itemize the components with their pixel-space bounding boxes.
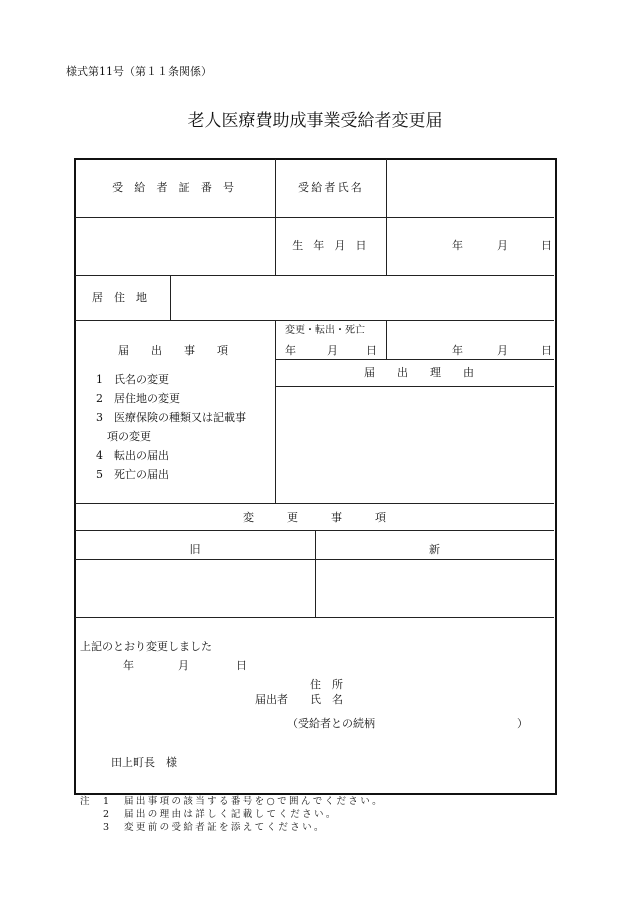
changes-label: 変 更 事 項	[243, 511, 386, 524]
reason-field[interactable]	[276, 387, 553, 503]
relationship-close: ）	[517, 717, 528, 730]
residence-label: 居 住 地	[92, 291, 147, 304]
reason-label: 届 出 理 由	[364, 366, 474, 379]
page-title: 老人医療費助成事業受給者変更届	[187, 111, 443, 131]
row-divider	[75, 320, 554, 321]
dob-day: 日	[541, 239, 552, 252]
recipient-name-label: 受給者氏名	[298, 181, 364, 194]
notify-items-label: 届 出 事 項	[118, 344, 228, 357]
notify-item[interactable]: 4 転出の届出	[96, 449, 169, 462]
change-year: 年	[285, 344, 296, 357]
change-date-month: 月	[497, 344, 508, 357]
change-date-year: 年	[452, 344, 463, 357]
note-text: 届出の理由は詳しく記載してください。	[124, 809, 338, 820]
notifier-label: 届出者	[255, 693, 288, 706]
dob-month: 月	[497, 239, 508, 252]
change-month: 月	[327, 344, 338, 357]
cert-number-label: 受 給 者 証 番 号	[112, 181, 238, 194]
new-label: 新	[429, 543, 440, 556]
column-divider	[275, 159, 276, 275]
notify-item[interactable]: 5 死亡の届出	[96, 468, 169, 481]
declaration-statement: 上記のとおり変更しました	[80, 640, 212, 653]
note-number: 1	[103, 796, 112, 807]
note-number: 3	[103, 822, 112, 833]
name-label: 氏 名	[310, 693, 343, 706]
notes-marker: 注	[80, 796, 92, 807]
old-label: 旧	[189, 543, 201, 556]
old-value-field[interactable]	[75, 560, 315, 617]
declaration-year: 年	[123, 659, 134, 672]
note-text: 変更前の受給者証を添えてください。	[124, 822, 326, 833]
change-date-day: 日	[541, 344, 552, 357]
dob-year: 年	[452, 239, 463, 252]
column-divider	[386, 321, 387, 359]
new-value-field[interactable]	[316, 560, 553, 617]
recipient-name-field[interactable]	[387, 159, 553, 217]
form-reference: 様式第11号（第１１条関係）	[66, 65, 212, 78]
note-number: 2	[103, 809, 112, 820]
notify-item-continued: 項の変更	[107, 430, 151, 443]
change-day: 日	[366, 344, 377, 357]
notify-item[interactable]: 2 居住地の変更	[96, 392, 180, 405]
notify-item[interactable]: 1 氏名の変更	[96, 373, 169, 386]
addressee: 田上町長 様	[111, 756, 177, 769]
note-text: 届出事項の該当する番号を○で囲んでください。	[124, 796, 385, 807]
row-divider	[75, 503, 554, 504]
relationship-open: （受給者との続柄	[287, 717, 375, 730]
row-divider	[275, 359, 554, 360]
row-divider	[75, 617, 554, 618]
declaration-day: 日	[236, 659, 247, 672]
address-label: 住 所	[310, 678, 343, 691]
declaration-month: 月	[178, 659, 189, 672]
cert-number-field[interactable]	[75, 218, 275, 275]
dob-label: 生 年 月 日	[292, 239, 370, 252]
change-date-label: 変更・転出・死亡	[285, 325, 365, 336]
residence-field[interactable]	[171, 276, 553, 320]
notify-item[interactable]: 3 医療保険の種類又は記載事	[96, 411, 246, 424]
